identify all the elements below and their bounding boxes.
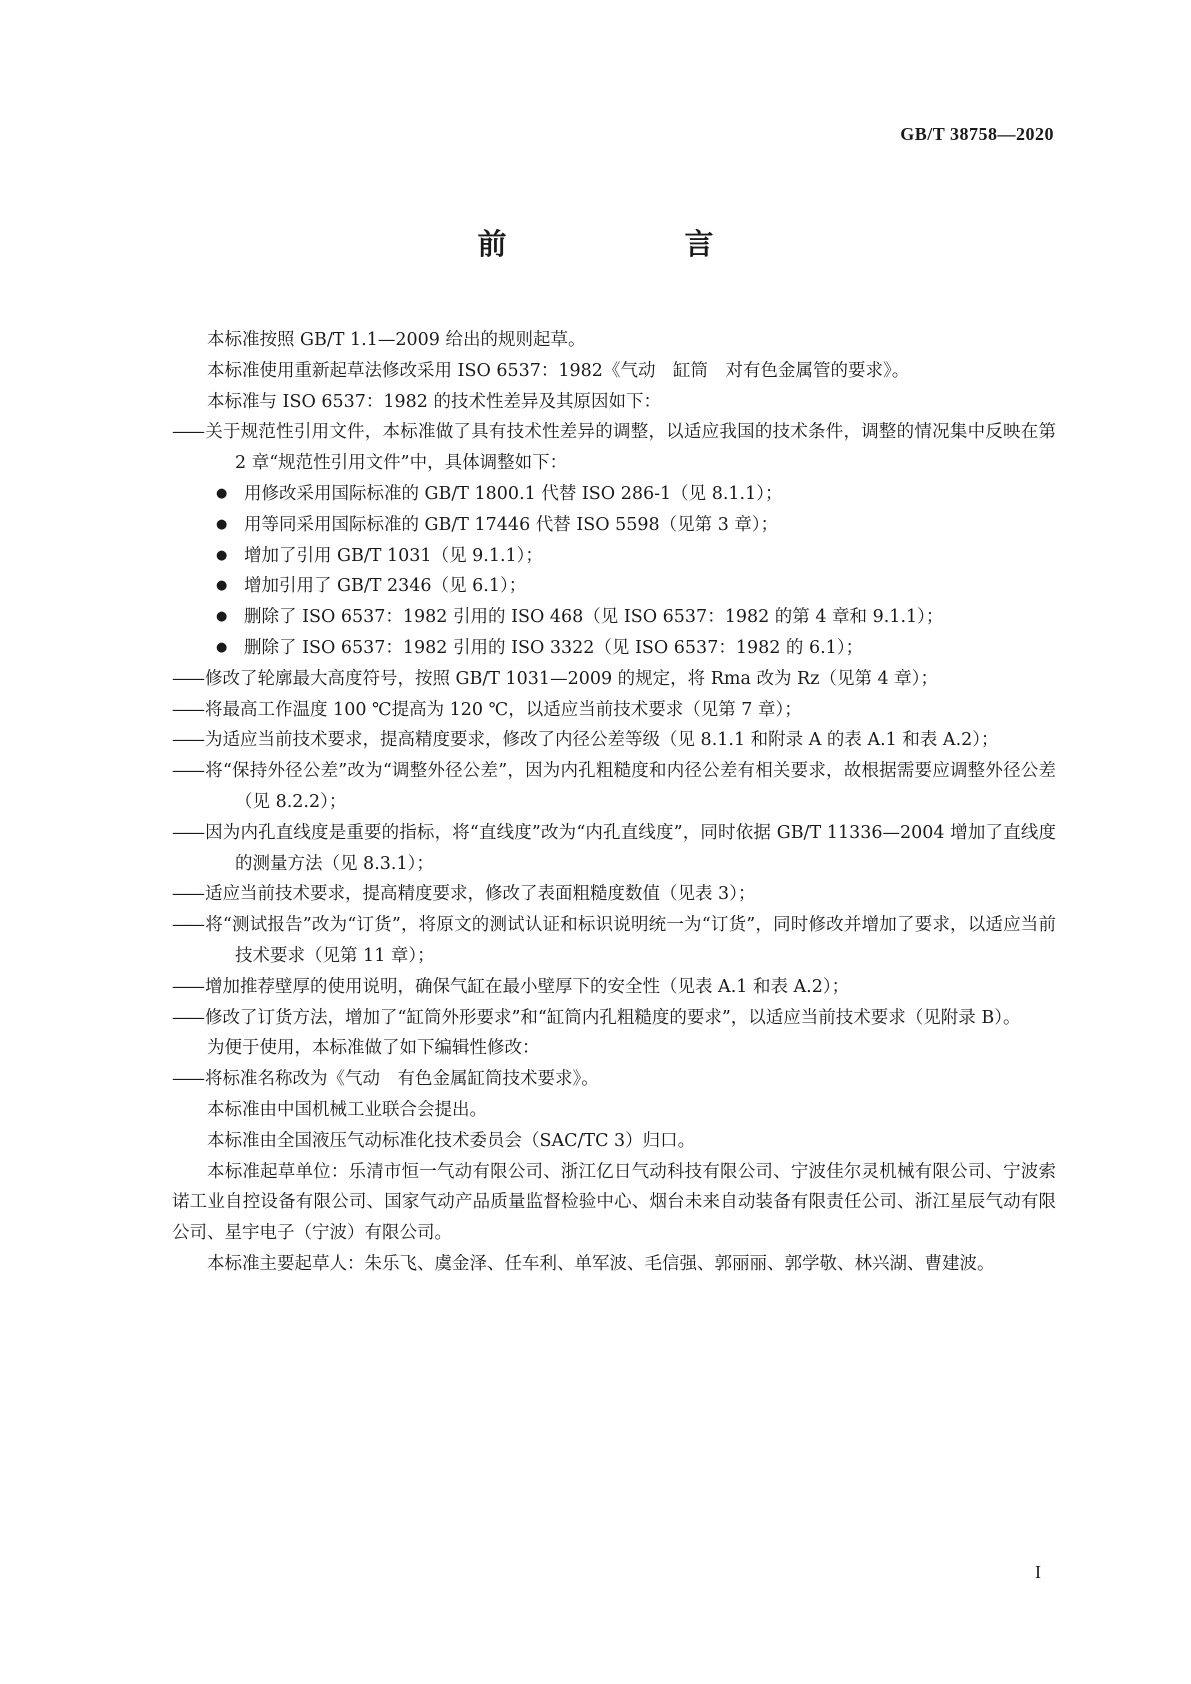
preface-body [172, 325, 1056, 1280]
bullet-item: ● 增加引用了 GB/T 2346（见 6.1）； [172, 571, 1056, 602]
dash-item: —— 修改了轮廓最大高度符号，按照 GB/T 1031—2009 的规定，将 Rma 改为 Rz（见第 4 章）； [172, 664, 1056, 695]
paragraph-committee: 本标准由全国液压气动标准化技术委员会（SAC/TC 3）归口。 [207, 1130, 696, 1151]
paragraph-adoption: 本标准使用重新起草法修改采用 ISO 6537：1982《气动 缸筒 对有色金属管的要求》。 [207, 360, 910, 381]
page-number: I [1035, 1562, 1041, 1582]
paragraph-drafting-rules: 本标准按照 GB/T 1.1—2009 给出的规则起草。 [207, 330, 586, 350]
dash-item: —— 适应当前技术要求，提高精度要求，修改了表面粗糙度数值（见表 3）； [172, 879, 1056, 910]
dash-item: —— 因为内孔直线度是重要的指标，将“直线度”改为“内孔直线度”，同时依据 GB/T 11336—2004 增加了直线度的测量方法（见 8.3.1）； [172, 818, 1056, 880]
dash-item-title-change: —— 将标准名称改为《气动 有色金属缸筒技术要求》。 [172, 1064, 1056, 1095]
dash-item: —— 为适应当前技术要求，提高精度要求，修改了内径公差等级（见 8.1.1 和附录 A 的表 A.1 和表 A.2）； [172, 725, 1056, 756]
dash-item: —— 增加推荐壁厚的使用说明，确保气缸在最小壁厚下的安全性（见表 A.1 和表 A.2）； [172, 972, 1056, 1003]
paragraph-differences-intro: 本标准与 ISO 6537：1982 的技术性差异及其原因如下： [207, 391, 662, 412]
paragraph-drafters: 本标准主要起草人：朱乐飞、虞金泽、任车利、单军波、毛信强、郭丽丽、郭学敬、林兴湖、曹建波。 [207, 1253, 995, 1274]
dash-item: —— 修改了订货方法，增加了“缸筒外形要求”和“缸筒内孔粗糙度的要求”，以适应当前技术要求（见附录 B）。 [172, 1003, 1056, 1034]
page-title: 前 言 [477, 227, 754, 261]
bullet-item: ● 增加了引用 GB/T 1031（见 9.1.1）； [172, 541, 1056, 572]
paragraph-proposer: 本标准由中国机械工业联合会提出。 [207, 1099, 487, 1120]
dash-item: —— 将“测试报告”改为“订货”，将原文的测试认证和标识说明统一为“订货”，同时修改并增加了要求，以适应当前技术要求（见第 11 章）； [172, 910, 1056, 972]
bullet-item: ● 删除了 ISO 6537：1982 引用的 ISO 468（见 ISO 6537：1982 的第 4 章和 9.1.1）； [172, 602, 1056, 633]
paragraph-editorial-intro: 为便于使用，本标准做了如下编辑性修改： [207, 1038, 540, 1059]
bullet-item: ● 删除了 ISO 6537：1982 引用的 ISO 3322（见 ISO 6537：1982 的 6.1）； [172, 633, 1056, 664]
bullet-item: ● 用修改采用国际标准的 GB/T 1800.1 代替 ISO 286-1（见 8.1.1）； [172, 479, 1056, 510]
bullet-item: ● 用等同采用国际标准的 GB/T 17446 代替 ISO 5598（见第 3 章）； [172, 510, 1056, 541]
paragraph-drafting-units: 本标准起草单位：乐清市恒一气动有限公司、浙江亿日气动科技有限公司、宁波佳尔灵机械有限公司、宁波索诺工业自控设备有限公司、国家气动产品质量监督检验中心、烟台未来自动装备有限责任公司、浙江星辰气动有限公司、星宇电子（宁波）有限公司。 [172, 1161, 1056, 1244]
dash-item: —— 将“保持外径公差”改为“调整外径公差”，因为内孔粗糙度和内径公差有相关要求，故根据需要应调整外径公差（见 8.2.2）； [172, 756, 1056, 818]
standard-code: GB/T 38758—2020 [900, 124, 1054, 144]
dash-item: —— 将最高工作温度 100 ℃提高为 120 ℃，以适应当前技术要求（见第 7 章）； [172, 695, 1056, 726]
dash-item-references: —— 关于规范性引用文件，本标准做了具有技术性差异的调整，以适应我国的技术条件，调整的情况集中反映在第 2 章“规范性引用文件”中，具体调整如下： [172, 417, 1056, 479]
